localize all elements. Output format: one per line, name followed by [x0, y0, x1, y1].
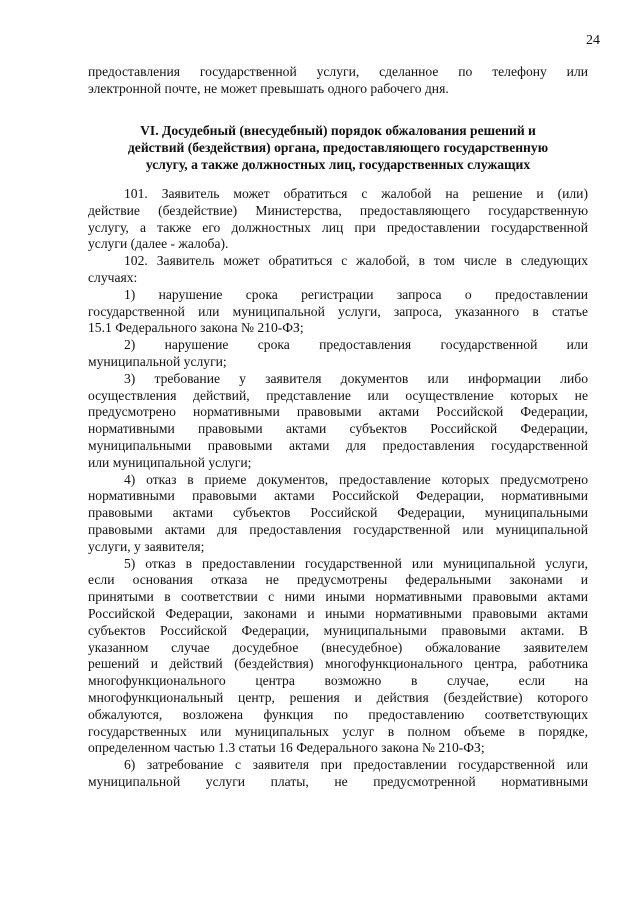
body-line: 5) отказ в предоставлении государственной или муниципальной услуги, — [124, 555, 588, 571]
body-line: или муниципальной услуги; — [88, 454, 252, 470]
body-line: если основания отказа не предусмотрены федеральными законами и — [88, 572, 588, 588]
intro-paragraph — [88, 64, 588, 98]
body-line: действие (бездействие) Министерства, предоставляющего государственную — [88, 202, 588, 218]
body-line: 101. Заявитель может обратиться с жалобой на решение и (или) — [124, 186, 588, 201]
body-line: государственных или муниципальных услуг в полном объеме в порядке, — [88, 723, 588, 739]
body-line: указанном случае досудебное (внесудебное) обжалование заявителем — [88, 639, 588, 655]
body-line: случаях: — [88, 269, 138, 285]
body-line: многофункционального центра возможно в случае, если на — [88, 673, 588, 689]
body-line: правовыми актами для предоставления государственной или муниципальной — [88, 521, 588, 537]
body-line: муниципальной услуги платы, не предусмотренной нормативными — [88, 773, 588, 789]
heading-line: действий (бездействия) органа, предоставляющего государственную — [127, 140, 549, 155]
body-line: услуги (далее - жалоба). — [88, 236, 229, 252]
body-line: 6) затребование с заявителя при предоставлении государственной или — [124, 757, 588, 773]
body-line: осуществления действий, представление или осуществление которых не — [88, 387, 588, 403]
body-line: муниципальной услуги; — [88, 353, 227, 369]
body-line: государственной или муниципальной услуги, запроса, указанного в статье — [88, 303, 588, 319]
body-line: Российской Федерации, законами и иными нормативными правовыми актами — [88, 605, 588, 621]
body-line: 1) нарушение срока регистрации запроса о предоставлении — [124, 286, 588, 302]
body-line: нормативными правовыми актами субъектов Российской Федерации, — [88, 421, 588, 437]
body-line: правовыми актами субъектов Российской Федерации, муниципальными — [88, 505, 588, 521]
body-line: услугу, а также его должностных лиц при предоставлении государственной — [88, 219, 588, 235]
body-line: 2) нарушение срока предоставления государственной или — [124, 337, 588, 353]
body-line: 102. Заявитель может обратиться с жалобой, в том числе в следующих — [124, 253, 588, 269]
section-heading — [88, 122, 588, 173]
body-line: нормативными правовыми актами Российской Федерации, нормативными — [88, 488, 588, 504]
body-line: 3) требование у заявителя документов или информации либо — [124, 370, 588, 386]
heading-line: VI. Досудебный (внесудебный) порядок обжалования решений и — [140, 123, 536, 138]
body-line: предусмотрено нормативными правовыми актами Российской Федерации, — [88, 404, 588, 420]
body-line: субъектов Российской Федерации, муниципальными правовыми актами. В — [88, 622, 588, 638]
body-line: решений и действий (бездействия) многофункционального центра, работника — [88, 656, 588, 672]
page-number: 24 — [586, 33, 600, 48]
body-line: услуги, у заявителя; — [88, 538, 205, 554]
heading-line: услугу, а также должностных лиц, государственных служащих — [145, 157, 531, 172]
body-line: 4) отказ в приеме документов, предоставление которых предусмотрено — [124, 471, 588, 487]
body-line: определенном частью 1.3 статьи 16 Федерального закона № 210-ФЗ; — [88, 740, 485, 756]
section-body — [88, 186, 588, 791]
body-line: многофункциональный центр, решения и действия (бездействие) которого — [88, 689, 588, 705]
body-line: 15.1 Федерального закона № 210-ФЗ; — [88, 320, 304, 336]
intro-line: электронной почте, не может превышать одного рабочего дня. — [88, 80, 449, 96]
body-line: муниципальными правовыми актами для предоставления государственной — [88, 437, 588, 453]
body-line: обжалуются, возложена функция по предоставлению соответствующих — [88, 706, 588, 722]
intro-line: предоставления государственной услуги, сделанное по телефону или — [88, 64, 588, 79]
body-line: принятыми в соответствии с ними иными нормативными правовыми актами — [88, 589, 588, 605]
